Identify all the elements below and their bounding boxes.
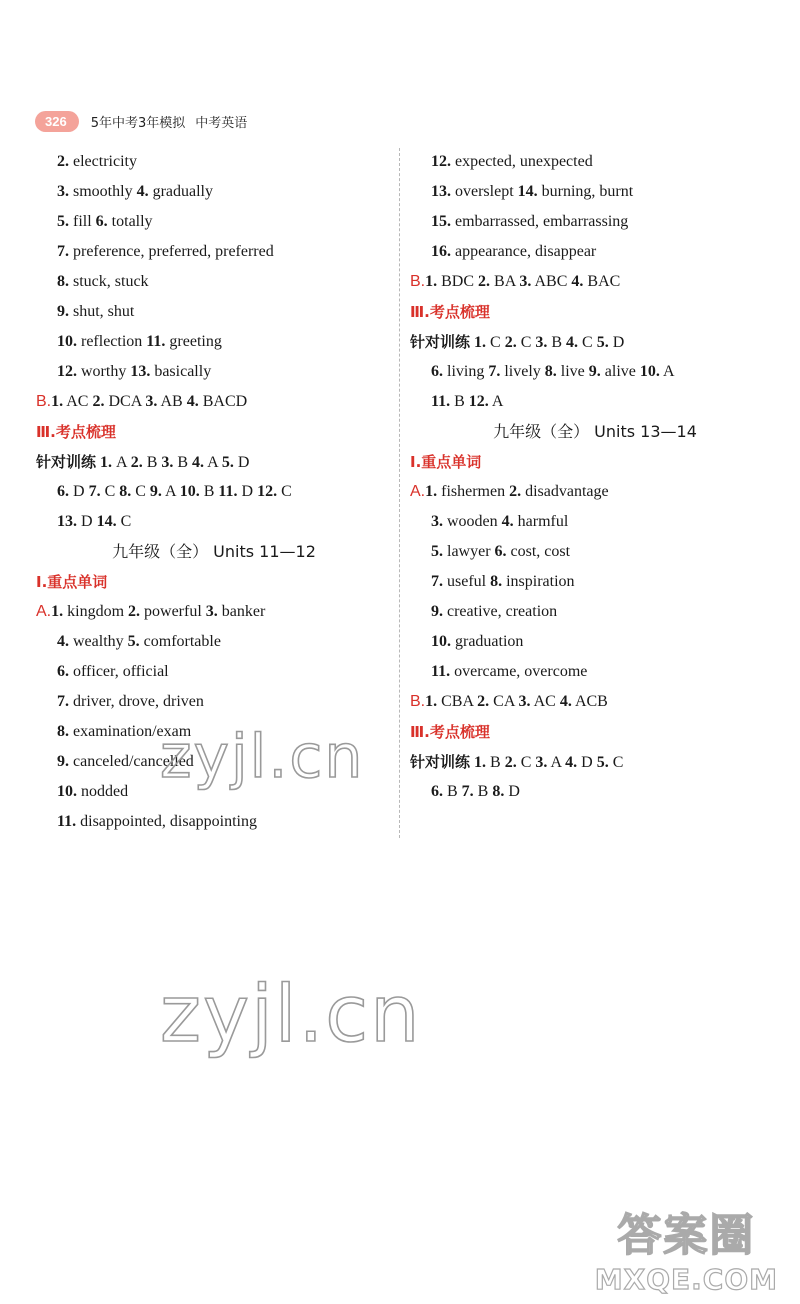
item-answer: C <box>516 754 536 771</box>
item-answer: worthy <box>77 363 131 380</box>
item-answer: banker <box>217 603 266 620</box>
item-number: 5. <box>221 454 234 471</box>
item-answer: creative, creation <box>443 603 558 620</box>
part-b-line <box>36 387 392 417</box>
item-number: 4. <box>57 633 69 650</box>
item-number: 13. <box>431 183 451 200</box>
item-number: 7. <box>57 693 69 710</box>
item-number: 13. <box>57 513 77 530</box>
answer-line <box>410 237 780 267</box>
answer-line <box>36 657 392 687</box>
answer-line <box>36 687 392 717</box>
item-answer: embarrassed, embarrassing <box>451 213 629 230</box>
item-number: 4. <box>186 393 199 410</box>
item-answer: powerful <box>140 603 206 620</box>
item-number: 4. <box>192 454 205 471</box>
item-number: 1. <box>425 273 438 290</box>
item-number: 7. <box>461 783 474 800</box>
item-number: 1. <box>51 603 64 620</box>
item-answer: alive <box>600 363 640 380</box>
item-answer: C <box>100 483 120 500</box>
item-number: 7. <box>488 363 501 380</box>
item-number: 10. <box>431 633 451 650</box>
part-label: B. <box>410 273 426 290</box>
answer-line <box>36 147 392 177</box>
item-answer: appearance, disappear <box>451 243 597 260</box>
item-answer: B <box>473 783 493 800</box>
item-answer: C <box>116 513 132 530</box>
watermark-zyjl-1: zyjl.cn <box>160 722 365 792</box>
item-number: 4. <box>136 183 149 200</box>
item-answer: D <box>233 454 250 471</box>
item-number: 7. <box>431 573 443 590</box>
item-answer: C <box>578 334 597 351</box>
item-answer: wooden <box>443 513 502 530</box>
answer-line <box>36 267 392 297</box>
item-number: 2. <box>509 483 522 500</box>
item-number: 5. <box>57 213 69 230</box>
item-answer: D <box>77 513 97 530</box>
item-number: 9. <box>57 303 69 320</box>
item-number: 3. <box>57 183 69 200</box>
item-number: 7. <box>57 243 69 260</box>
answer-line <box>410 207 780 237</box>
item-number: 8. <box>490 573 503 590</box>
item-answer: B <box>486 754 505 771</box>
item-answer: lawyer <box>443 543 495 560</box>
page-number-badge: 326 <box>35 111 79 132</box>
item-answer: basically <box>150 363 212 380</box>
item-number: 11. <box>57 813 77 830</box>
item-answer: comfortable <box>139 633 221 650</box>
item-answer: B <box>142 454 162 471</box>
item-answer: officer, official <box>69 663 169 680</box>
item-number: 3. <box>161 454 174 471</box>
item-number: 5. <box>431 543 443 560</box>
answer-line <box>36 207 392 237</box>
answer-line <box>410 387 780 417</box>
item-number: 13. <box>130 363 151 380</box>
item-answer: BDC <box>437 273 479 290</box>
part-label: B. <box>410 693 426 710</box>
item-number: 6. <box>57 483 69 500</box>
section-heading <box>36 417 392 447</box>
item-number: 2. <box>57 153 69 170</box>
item-number: 16. <box>431 243 451 260</box>
item-answer: B <box>547 334 567 351</box>
item-answer: overslept <box>451 183 518 200</box>
part-label: B. <box>36 393 52 410</box>
item-number: 2. <box>92 393 105 410</box>
book-series: 5年中考3年模拟 <box>90 115 186 131</box>
item-answer: smoothly <box>69 183 137 200</box>
item-number: 9. <box>431 603 443 620</box>
item-number: 7. <box>88 483 101 500</box>
answer-line <box>36 507 392 537</box>
item-answer: A <box>659 363 675 380</box>
item-number: 3. <box>535 754 548 771</box>
answer-line <box>36 807 392 837</box>
column-divider <box>399 148 400 838</box>
answer-line <box>410 537 780 567</box>
item-number: 5. <box>596 334 609 351</box>
item-number: 6. <box>431 363 443 380</box>
item-answer: ACB <box>571 693 608 710</box>
part-a-line <box>36 597 392 627</box>
item-answer: CBA <box>437 693 478 710</box>
item-answer: A <box>547 754 566 771</box>
item-answer: D <box>577 754 597 771</box>
item-number: 1. <box>474 754 487 771</box>
item-number: 9. <box>57 753 69 770</box>
item-answer: nodded <box>77 783 129 800</box>
item-number: 10. <box>179 483 200 500</box>
item-answer: CA <box>489 693 519 710</box>
item-answer: C <box>516 334 536 351</box>
answer-line <box>36 627 392 657</box>
item-number: 8. <box>57 273 69 290</box>
item-number: 6. <box>95 213 108 230</box>
item-number: 14. <box>96 513 117 530</box>
drill-line <box>36 447 392 477</box>
item-answer: live <box>556 363 589 380</box>
item-number: 2. <box>128 603 141 620</box>
answer-line <box>36 357 392 387</box>
item-number: 6. <box>431 783 443 800</box>
item-number: 1. <box>425 693 438 710</box>
section-title: Ⅰ.重点单词 <box>410 453 482 471</box>
item-answer: disadvantage <box>521 483 609 500</box>
item-number: 12. <box>431 153 451 170</box>
item-number: 15. <box>431 213 451 230</box>
item-number: 10. <box>639 363 660 380</box>
answer-line <box>36 177 392 207</box>
answer-line <box>410 657 780 687</box>
item-answer: D <box>504 783 520 800</box>
item-answer: C <box>277 483 292 500</box>
item-answer: kingdom <box>63 603 129 620</box>
item-answer: totally <box>107 213 153 230</box>
item-answer: cost, cost <box>506 543 571 560</box>
item-number: 3. <box>535 334 548 351</box>
item-answer: C <box>608 754 624 771</box>
drill-label: 针对训练 <box>410 753 471 771</box>
part-label: A. <box>410 483 426 500</box>
item-number: 8. <box>119 483 132 500</box>
item-answer: wealthy <box>69 633 128 650</box>
item-number: 8. <box>57 723 69 740</box>
item-number: 12. <box>57 363 77 380</box>
item-answer: BACD <box>198 393 248 410</box>
section-title: Ⅲ.考点梳理 <box>410 723 490 741</box>
item-answer: DCA <box>104 393 146 410</box>
item-number: 3. <box>145 393 158 410</box>
item-number: 1. <box>51 393 64 410</box>
item-number: 9. <box>149 483 162 500</box>
item-answer: AC <box>530 693 560 710</box>
item-number: 10. <box>57 783 77 800</box>
item-answer: graduation <box>451 633 524 650</box>
answer-line <box>410 567 780 597</box>
item-number: 6. <box>494 543 507 560</box>
item-answer: reflection <box>77 333 147 350</box>
item-answer: gradually <box>148 183 213 200</box>
book-title <box>91 112 248 131</box>
answer-line <box>410 177 780 207</box>
item-answer: inspiration <box>502 573 575 590</box>
item-answer: lively <box>500 363 545 380</box>
item-answer: B <box>443 783 462 800</box>
item-answer: harmful <box>513 513 569 530</box>
item-answer: useful <box>443 573 491 590</box>
item-answer: AC <box>63 393 93 410</box>
right-answer-column <box>410 147 780 807</box>
page-header <box>35 108 247 134</box>
item-answer: fishermen <box>437 483 510 500</box>
watermark-logo <box>595 1199 778 1296</box>
item-answer: examination/exam <box>69 723 192 740</box>
part-b-line <box>410 267 780 297</box>
section-heading <box>410 447 780 477</box>
item-number: 5. <box>127 633 140 650</box>
item-number: 11. <box>218 483 238 500</box>
item-answer: stuck, stuck <box>69 273 149 290</box>
answer-line <box>36 237 392 267</box>
section-title: Ⅲ.考点梳理 <box>410 303 490 321</box>
item-number: 2. <box>477 693 490 710</box>
answer-line <box>410 357 780 387</box>
item-answer: C <box>131 483 150 500</box>
item-answer: canceled/cancelled <box>69 753 194 770</box>
item-answer: D <box>237 483 258 500</box>
answer-line <box>410 597 780 627</box>
part-label: A. <box>36 603 52 620</box>
watermark-zyjl-2: zyjl.cn <box>160 970 422 1060</box>
section-heading <box>36 567 392 597</box>
item-number: 8. <box>492 783 505 800</box>
section-title: Ⅲ.考点梳理 <box>36 423 116 441</box>
item-answer: expected, unexpected <box>451 153 593 170</box>
item-answer: A <box>112 454 131 471</box>
item-answer: burning, burnt <box>537 183 634 200</box>
answer-line <box>410 147 780 177</box>
item-number: 11. <box>431 663 451 680</box>
item-answer: driver, drove, driven <box>69 693 204 710</box>
item-number: 1. <box>100 454 113 471</box>
section-heading <box>410 297 780 327</box>
answer-line <box>410 777 780 807</box>
item-answer: D <box>608 334 625 351</box>
watermark-logo-url: MXQE.COM <box>594 1263 778 1296</box>
item-number: 4. <box>571 273 584 290</box>
item-answer: ABC <box>531 273 572 290</box>
item-answer: disappointed, disappointing <box>76 813 257 830</box>
answer-line <box>410 507 780 537</box>
part-a-line <box>410 477 780 507</box>
item-answer: preference, preferred, preferred <box>69 243 274 260</box>
unit-heading: 九年级（全） Units 13—14 <box>493 422 697 441</box>
item-number: 4. <box>501 513 514 530</box>
item-answer: overcame, overcome <box>450 663 588 680</box>
drill-line <box>410 747 780 777</box>
answer-line <box>36 297 392 327</box>
item-number: 12. <box>257 483 278 500</box>
item-answer: BA <box>490 273 520 290</box>
book-subject: 中考英语 <box>195 115 248 131</box>
item-number: 14. <box>517 183 538 200</box>
item-answer: greeting <box>165 333 222 350</box>
item-number: 3. <box>519 273 532 290</box>
drill-label: 针对训练 <box>410 333 471 351</box>
item-number: 2. <box>130 454 143 471</box>
item-number: 4. <box>565 754 578 771</box>
item-number: 12. <box>468 393 489 410</box>
item-answer: BAC <box>583 273 621 290</box>
item-answer: B <box>199 483 219 500</box>
item-number: 3. <box>205 603 218 620</box>
item-number: 9. <box>588 363 601 380</box>
watermark-logo-text: 答案圈 <box>617 1210 756 1261</box>
item-answer: A <box>161 483 180 500</box>
item-number: 4. <box>566 334 579 351</box>
item-answer: B <box>450 393 469 410</box>
item-number: 2. <box>504 334 517 351</box>
item-number: 11. <box>146 333 166 350</box>
item-number: 3. <box>518 693 531 710</box>
drill-line <box>410 327 780 357</box>
item-number: 4. <box>559 693 572 710</box>
answer-line <box>36 477 392 507</box>
answer-line <box>410 627 780 657</box>
item-number: 10. <box>57 333 77 350</box>
answer-line <box>36 327 392 357</box>
item-number: 1. <box>425 483 438 500</box>
item-number: 11. <box>431 393 451 410</box>
item-answer: fill <box>69 213 96 230</box>
section-heading <box>410 717 780 747</box>
item-answer: C <box>486 334 505 351</box>
section-title: Ⅰ.重点单词 <box>36 573 108 591</box>
item-answer: electricity <box>69 153 137 170</box>
item-answer: A <box>488 393 504 410</box>
drill-label: 针对训练 <box>36 453 97 471</box>
item-answer: living <box>443 363 489 380</box>
item-number: 1. <box>474 334 487 351</box>
item-number: 8. <box>544 363 557 380</box>
unit-heading: 九年级（全） Units 11—12 <box>112 542 316 561</box>
item-answer: B <box>173 454 193 471</box>
part-b-line <box>410 687 780 717</box>
item-number: 2. <box>504 754 517 771</box>
item-answer: A <box>204 454 222 471</box>
item-number: 3. <box>431 513 443 530</box>
item-answer: shut, shut <box>69 303 135 320</box>
item-number: 6. <box>57 663 69 680</box>
item-number: 5. <box>596 754 609 771</box>
item-answer: AB <box>157 393 187 410</box>
item-number: 2. <box>478 273 491 290</box>
item-answer: D <box>69 483 89 500</box>
